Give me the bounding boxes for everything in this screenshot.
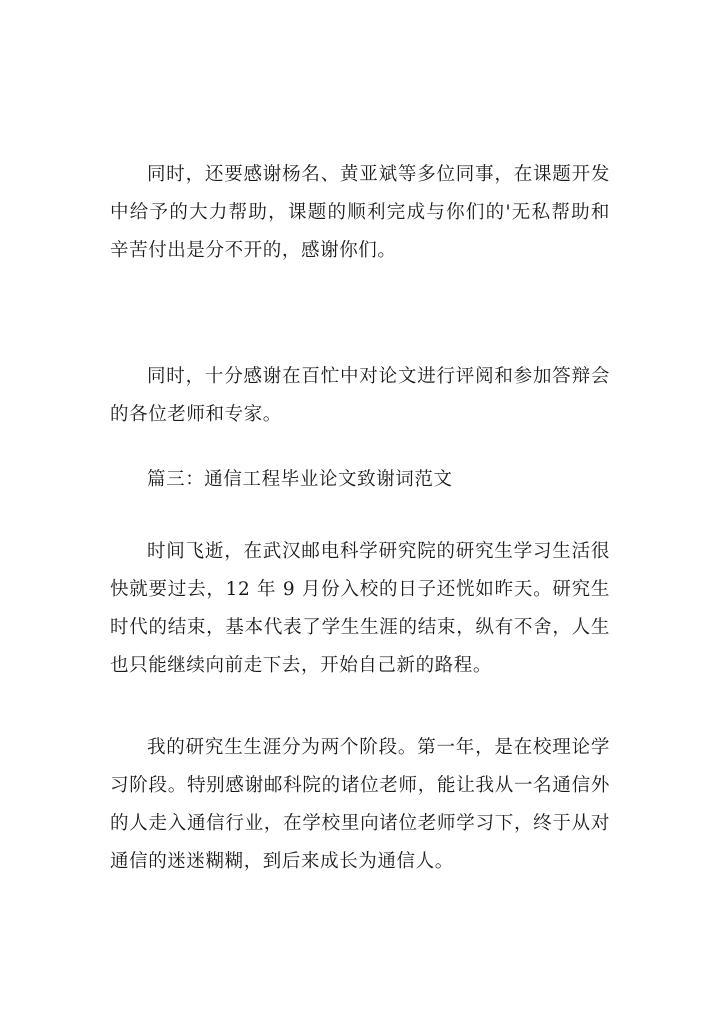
paragraph-time-flies: 时间飞逝，在武汉邮电科学研究院的研究生学习生活很快就要过去，12 年 9 月份入校的日子还恍如昨天。研究生时代的结束，基本代表了学生生涯的结束，纵有不舍，人生也只能继续向前走下去，开始自己新的路程。	[110, 541, 610, 676]
paragraph-graduate-stages: 我的研究生生涯分为两个阶段。第一年，是在校理论学习阶段。特别感谢邮科院的诸位老师，能让我从一名通信外的人走入通信行业，在学校里向诸位老师学习下，终于从对通信的迷迷糊糊，到后来成长为通信人。	[110, 737, 610, 872]
paragraph-thanks-colleagues: 同时，还要感谢杨名、黄亚斌等多位同事，在课题开发中给予的大力帮助，课题的顺利完成与你们的'无私帮助和辛苦付出是分不开的，感谢你们。	[110, 164, 610, 261]
paragraph-thanks-reviewers: 同时，十分感谢在百忙中对论文进行评阅和参加答辩会的各位老师和专家。	[110, 366, 610, 425]
section-heading: 篇三：通信工程毕业论文致谢词范文	[147, 469, 453, 490]
